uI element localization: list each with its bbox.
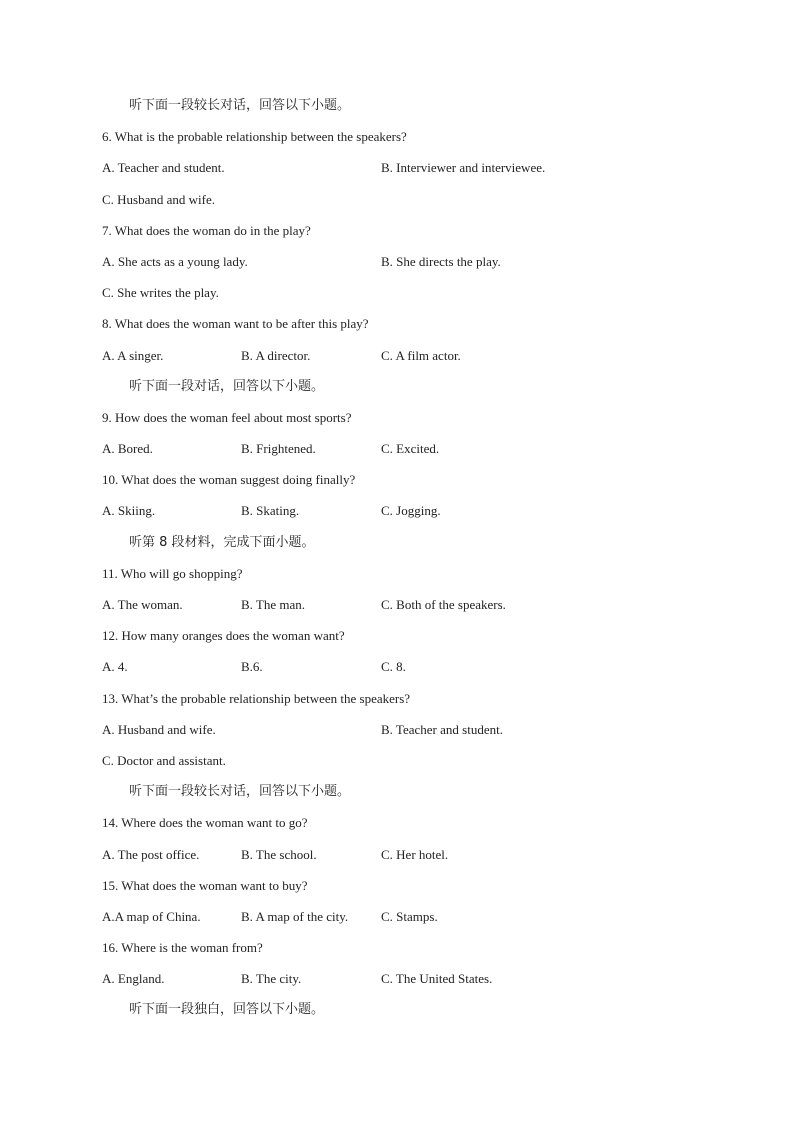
option-a: A. The woman.: [102, 597, 183, 612]
question-text: 15. What does the woman want to buy?: [102, 877, 308, 893]
question-text: 16. Where is the woman from?: [102, 940, 263, 956]
section-instruction: 听下面一段独白，回答以下小题。: [129, 1002, 325, 1018]
option-a: A. Skiing.: [102, 503, 156, 519]
options-row: [102, 751, 722, 782]
section-instruction: 听下面一段较长对话，回答以下小题。: [129, 98, 351, 113]
question-text: 14. Where does the woman want to go?: [102, 815, 308, 831]
options-row: [102, 595, 722, 626]
option-a: A. Teacher and student.: [102, 160, 225, 176]
option-a: A. She acts as a young lady.: [102, 253, 248, 269]
option-b: B. A map of the city.: [241, 908, 349, 924]
option-a: A. Bored.: [102, 441, 153, 457]
question-text: 12. How many oranges does the woman want?: [102, 628, 345, 644]
option-b: B. Skating.: [241, 503, 300, 519]
option-a: A. Husband and wife.: [102, 721, 216, 737]
option-c: C. The United States.: [381, 971, 493, 987]
options-row: [102, 720, 722, 751]
section-instruction: 听下面一段对话，回答以下小题。: [129, 378, 325, 394]
option-b: B. Frightened.: [241, 441, 316, 457]
option-c: C. Stamps.: [381, 908, 438, 924]
exam-document: [102, 96, 722, 1032]
options-row: [102, 439, 722, 470]
option-b: B. The city.: [241, 971, 302, 987]
option-c: C. 8.: [381, 659, 406, 675]
option-a: A. A singer.: [102, 347, 164, 363]
option-b: B. A director.: [241, 347, 311, 363]
options-row: [102, 907, 722, 938]
option-b: B. She directs the play.: [381, 253, 501, 269]
question-text: 9. How does the woman feel about most sports?: [102, 409, 352, 425]
options-row: [102, 190, 722, 221]
option-b: B. The school.: [241, 846, 317, 862]
options-row: [102, 252, 722, 283]
options-row: [102, 845, 722, 876]
option-c: C. A film actor.: [381, 347, 461, 363]
option-b: B. Interviewer and interviewee.: [381, 160, 546, 176]
option-c: C. Excited.: [381, 441, 440, 457]
option-c: C. Husband and wife.: [102, 191, 216, 207]
question-text: 7. What does the woman do in the play?: [102, 222, 311, 238]
option-c: C. Both of the speakers.: [381, 597, 506, 612]
option-a: A. England.: [102, 971, 165, 987]
options-row: [102, 346, 722, 377]
option-a: A. 4.: [102, 659, 128, 675]
option-c: C. She writes the play.: [102, 285, 219, 301]
options-row: [102, 657, 722, 688]
option-b: B. The man.: [241, 597, 306, 612]
question-text: 13. What’s the probable relationship between the speakers?: [102, 690, 411, 706]
question-text: 6. What is the probable relationship between the speakers?: [102, 129, 407, 145]
option-b: B. Teacher and student.: [381, 721, 503, 737]
question-text: 10. What does the woman suggest doing finally?: [102, 472, 356, 488]
options-row: [102, 969, 722, 1000]
section-instruction: 听第 8 段材料，完成下面小题。: [129, 534, 315, 550]
section-instruction: 听下面一段较长对话，回答以下小题。: [129, 784, 351, 800]
option-a: A. The post office.: [102, 846, 200, 862]
options-row: [102, 283, 722, 314]
question-text: 11. Who will go shopping?: [102, 565, 243, 581]
options-row: [102, 158, 722, 189]
options-row: [102, 501, 722, 532]
option-b: B.6.: [241, 659, 263, 675]
option-a: A.A map of China.: [102, 908, 201, 924]
question-text: 8. What does the woman want to be after this play?: [102, 316, 369, 332]
option-c: C. Her hotel.: [381, 846, 449, 862]
option-c: C. Jogging.: [381, 503, 441, 519]
option-c: C. Doctor and assistant.: [102, 752, 226, 768]
